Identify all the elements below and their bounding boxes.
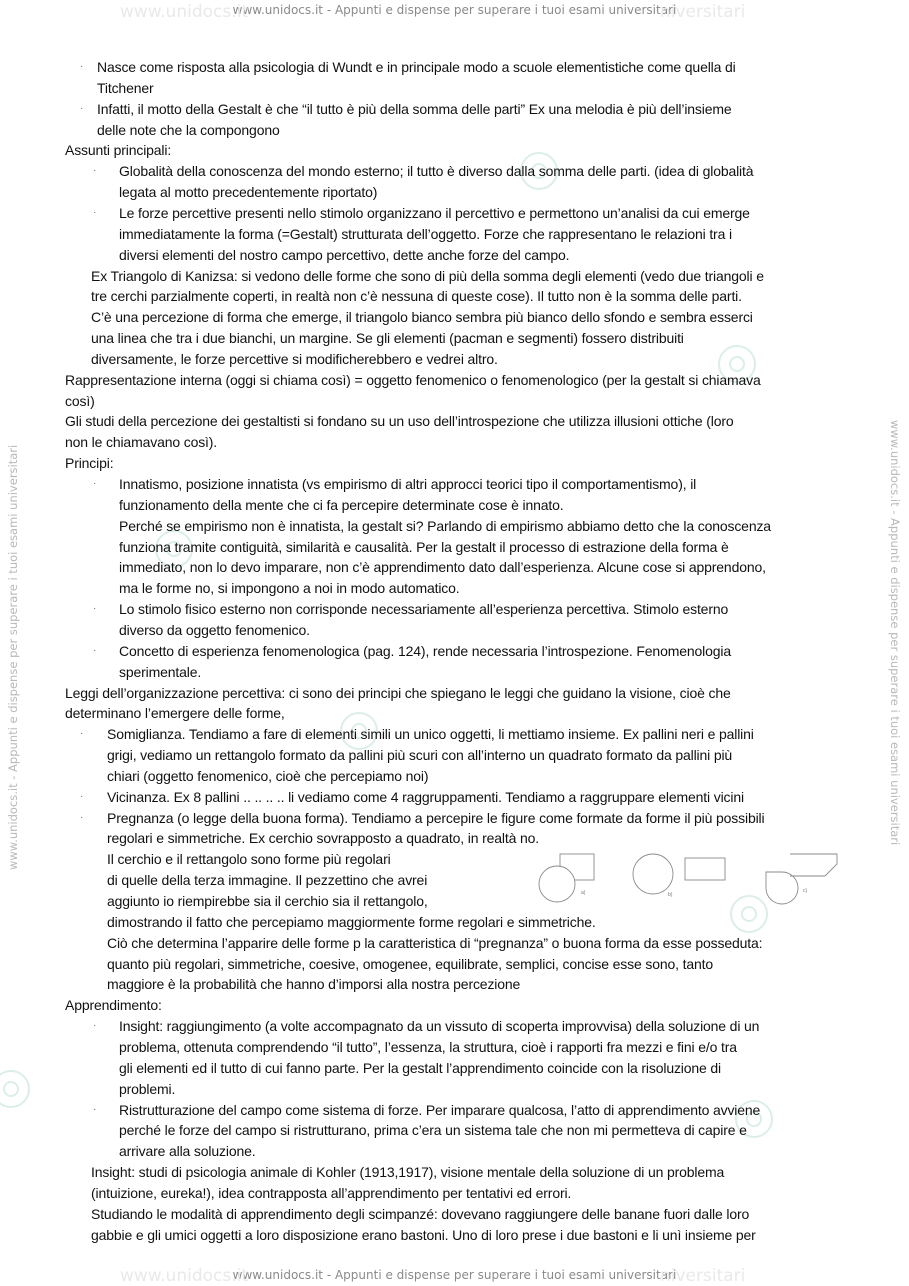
text-line: determinano l’emergere delle forme, <box>65 705 285 721</box>
text-line: non le chiamavano così). <box>65 434 218 450</box>
figure-label-b: b) <box>668 892 673 898</box>
text-line: aggiunto io riempirebbe sia il cerchio sia il rettangolo, <box>107 893 428 909</box>
watermark-logo <box>0 1070 30 1108</box>
text-line: diversamente, le forze percettive si modificherebbero e vedrei altro. <box>91 351 498 367</box>
text-line: C’è una percezione di forma che emerge, il triangolo bianco sembra più bianco dello sfondo e sembra esserci <box>91 309 753 325</box>
text-line: Ristrutturazione del campo come sistema di forze. Per imparare qualcosa, l’atto di apprendimento avviene <box>119 1102 761 1118</box>
text-line: Titchener <box>97 80 154 96</box>
text-line: Infatti, il motto della Gestalt è che “il tutto è più della somma delle parti” Ex una melodia è più dell’insieme <box>97 101 732 117</box>
text-line: Le forze percettive presenti nello stimolo organizzano il percettivo e permettono un’analisi da cui emerge <box>119 205 750 221</box>
figure-c-rect-cut <box>790 854 837 876</box>
figure-c-circle-cut <box>766 872 798 904</box>
text-line: maggiore è la probabilità che hanno d’imporsi alla nostra percezione <box>107 976 521 992</box>
text-line: arrivare alla soluzione. <box>119 1143 256 1159</box>
bullet-marker: · <box>80 61 84 72</box>
text-line: ma le forme no, si impongono a noi in modo automatico. <box>119 580 460 596</box>
text-line: Studiando le modalità di apprendimento degli scimpanzé: dovevano raggiungere delle banane fuori dalle loro <box>91 1206 750 1222</box>
text-line: Perché se empirismo non è innatista, la gestalt si? Parlando di empirismo abbiamo detto che la conoscenza <box>119 518 771 534</box>
text-line: immediato, non lo devo imparare, non c’è apprendimento dato dall’esperienza. Alcune cose si apprendono, <box>119 559 766 575</box>
bullet-marker: · <box>93 603 97 614</box>
pregnanza-figures <box>535 848 855 918</box>
text-line: problema, ottenuta comprendendo “il tutto”, l’essenza, la struttura, cioè i rapporti fra mezzi e fini e/o tra <box>119 1039 737 1055</box>
text-line: funzionamento della mente che ci fa percepire determinate cose è innato. <box>119 497 564 513</box>
text-line: così) <box>65 393 95 409</box>
bullet-marker: · <box>93 207 97 218</box>
text-line: Concetto di esperienza fenomenologica (pag. 124), rende necessaria l’introspezione. Fenomenologia <box>119 643 731 659</box>
figure-a-circle <box>539 866 575 902</box>
text-line: Insight: raggiungimento (a volte accompagnato da un vissuto di scoperta improvvisa) della soluzione di un <box>119 1018 760 1034</box>
text-line: gli elementi ed il tutto di cui fanno parte. Per la gestalt l’apprendimento coincide con la risoluzione di <box>119 1060 722 1076</box>
text-line: Pregnanza (o legge della buona forma). Tendiamo a percepire le figure come formate da forme il più possibili <box>107 810 765 826</box>
text-line: funziona tramite contiguità, similarità e causalità. Per la gestalt il processo di estrazione della forma è <box>119 539 729 555</box>
text-line: Vicinanza. Ex 8 pallini .. .. .. .. li vediamo come 4 raggruppamenti. Tendiamo a raggruppare elementi vicini <box>107 789 744 805</box>
text-line: diversi elementi del nostro campo percettivo, dette anche forze del campo. <box>119 247 570 263</box>
bullet-marker: · <box>80 103 84 114</box>
text-line: Principi: <box>65 455 114 471</box>
ghost-footer-watermark: www.unidocs.it <box>120 1266 249 1286</box>
text-line: Ex Triangolo di Kanizsa: si vedono delle forme che sono di più della somma degli elementi (vedo due triangoli e <box>91 268 764 284</box>
text-line: grigi, vediamo un rettangolo formato da pallini più scuri con all’interno un quadrato formato da pallini più <box>107 747 733 763</box>
bullet-marker: · <box>93 165 97 176</box>
text-line: Lo stimolo fisico esterno non corrisponde necessariamente all’esperienza percettiva. Stimolo esterno <box>119 601 729 617</box>
text-line: gabbie e gli umici oggetti a loro disposizione erano bastoni. Uno di loro prese i due bastoni e li unì insieme per <box>91 1227 756 1243</box>
bullet-marker: · <box>80 812 84 823</box>
bullet-marker: · <box>93 478 97 489</box>
figure-b-rect <box>685 858 725 880</box>
text-line: diverso da oggetto fenomenico. <box>119 622 310 638</box>
text-line: problemi. <box>119 1081 176 1097</box>
text-line: legata al motto precedentemente riportato) <box>119 184 378 200</box>
text-line: Gli studi della percezione dei gestaltisti si fondano su un uso dell’introspezione che utilizza illusioni ottiche (loro <box>65 413 734 429</box>
bullet-marker: · <box>80 791 84 802</box>
text-line: Ciò che determina l’apparire delle forme p la caratteristica di “pregnanza” o buona forma da esse posseduta: <box>107 935 763 951</box>
page-header-watermark: www.unidocs.it - Appunti e dispense per superare i tuoi esami universitari <box>232 3 677 17</box>
figure-label-a: a) <box>581 890 586 896</box>
text-line: chiari (oggetto fenomenico, cioè che percepiamo noi) <box>107 768 429 784</box>
text-line: regolari e simmetriche. Ex cerchio sovrapposto a quadrato, in realtà no. <box>107 830 539 846</box>
side-watermark-right: www.unidocs.it - Appunti e dispense per superare i tuoi esami universitari <box>888 420 902 846</box>
bullet-marker: · <box>93 1104 97 1115</box>
figure-label-c: c) <box>803 888 808 894</box>
text-line: perché le forze del campo si ristrutturano, prima c’era un sistema tale che non mi permetteva di capire e <box>119 1122 747 1138</box>
ghost-header-watermark-right: niversitari <box>660 2 746 22</box>
text-line: Leggi dell’organizzazione percettiva: ci sono dei principi che spiegano le leggi che guidano la visione, cioè che <box>65 685 731 701</box>
text-line: Apprendimento: <box>65 997 162 1013</box>
text-line: delle note che la compongono <box>97 122 280 138</box>
text-line: Assunti principali: <box>65 142 172 158</box>
text-line: dimostrando il fatto che percepiamo maggiormente forme regolari e simmetriche. <box>107 914 596 930</box>
bullet-marker: · <box>93 1020 97 1031</box>
text-line: Somiglianza. Tendiamo a fare di elementi simili un unico oggetti, li mettiamo insieme. Ex pallini neri e pallini <box>107 726 754 742</box>
text-line: (intuizione, eureka!), idea contrapposta all’apprendimento per tentativi ed errori. <box>91 1185 572 1201</box>
text-line: Rappresentazione interna (oggi si chiama così) = oggetto fenomenico o fenomenologico (per la gestalt si chiamava <box>65 372 761 388</box>
text-line: quanto più regolari, simmetriche, coesive, omogenee, equilibrate, semplici, concise esse sono, tanto <box>107 956 713 972</box>
side-watermark-left: www.unidocs.it - Appunti e dispense per superare i tuoi esami universitari <box>6 444 20 870</box>
ghost-header-watermark: www.unidocs.it <box>120 2 249 22</box>
text-line: Innatismo, posizione innatista (vs empirismo di altri approcci teorici tipo il comportamentismo), il <box>119 476 697 492</box>
text-line: Il cerchio e il rettangolo sono forme più regolari <box>107 851 391 867</box>
text-line: tre cerchi parzialmente coperti, in realtà non c’è nessuna di queste cose). Il tutto non è la somma delle parti. <box>91 288 742 304</box>
text-line: Insight: studi di psicologia animale di Kohler (1913,1917), visione mentale della soluzione di un problema <box>91 1164 725 1180</box>
text-line: immediatamente la forma (=Gestalt) strutturata dell’oggetto. Forze che rappresentano le relazioni tra i <box>119 226 732 242</box>
text-line: Nasce come risposta alla psicologia di Wundt e in principale modo a scuole elementistiche come quella di <box>97 59 736 75</box>
text-line: sperimentale. <box>119 664 202 680</box>
ghost-footer-watermark-right: niversitari <box>660 1266 746 1286</box>
text-line: Globalità della conoscenza del mondo esterno; il tutto è diverso dalla somma delle parti. (idea di globalità <box>119 163 754 179</box>
text-line: di quelle della terza immagine. Il pezzettino che avrei <box>107 872 428 888</box>
bullet-marker: · <box>80 728 84 739</box>
bullet-marker: · <box>93 645 97 656</box>
page-footer-watermark: www.unidocs.it - Appunti e dispense per superare i tuoi esami universitari <box>232 1268 677 1282</box>
text-line: una linea che tra i due bianchi, un margine. Se gli elementi (pacman e segmenti) fossero distribuiti <box>91 330 684 346</box>
figure-b-circle <box>633 854 673 894</box>
